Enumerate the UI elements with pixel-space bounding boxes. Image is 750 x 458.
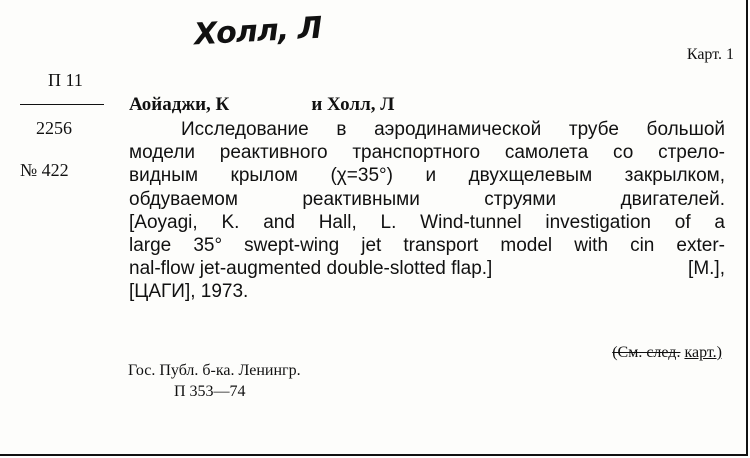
title-line: модели реактивного транспортного самолета со стрело-: [129, 142, 725, 164]
record-body: [129, 118, 725, 304]
library-stamp: [128, 360, 301, 402]
handwritten-note: Холл, Л: [193, 10, 323, 53]
library-code: П 353—74: [174, 383, 246, 400]
author-first: Аойаджи, К: [129, 94, 230, 115]
library-name: Гос. Публ. б-ка. Ленингр.: [128, 362, 301, 379]
record-number: 2256: [36, 118, 72, 138]
continuation-struck: (См. след.: [612, 344, 681, 361]
margin-divider: [20, 104, 104, 105]
translation-line: [Aoyagi, K. and Hall, L. Wind-tunnel investigation of a: [129, 211, 725, 233]
title-line: видным крылом (χ=35°) и двухщелевым закрылком,: [129, 165, 725, 187]
title-line: Исследование в аэродинамической трубе большой: [181, 119, 725, 140]
catalog-number: № 422: [20, 160, 69, 180]
translation-last-line: [129, 257, 725, 280]
translation-line: large 35° swept-wing jet transport model with cin exter-: [129, 234, 725, 256]
shelf-mark: П 11: [48, 70, 83, 90]
translation-line: nal-flow jet-augmented double-slotted flap.]: [129, 258, 493, 280]
authors-heading: [129, 94, 394, 116]
continuation-rest: карт.): [684, 344, 722, 361]
title-line: обдуваемом реактивными струями двигателей.: [129, 188, 725, 210]
author-second: и Холл, Л: [311, 94, 395, 115]
format-tag: [M.],: [688, 258, 725, 280]
publisher-line: [ЦАГИ], 1973.: [129, 281, 249, 303]
continuation-note: [612, 344, 722, 362]
card-number: Карт. 1: [686, 46, 734, 63]
